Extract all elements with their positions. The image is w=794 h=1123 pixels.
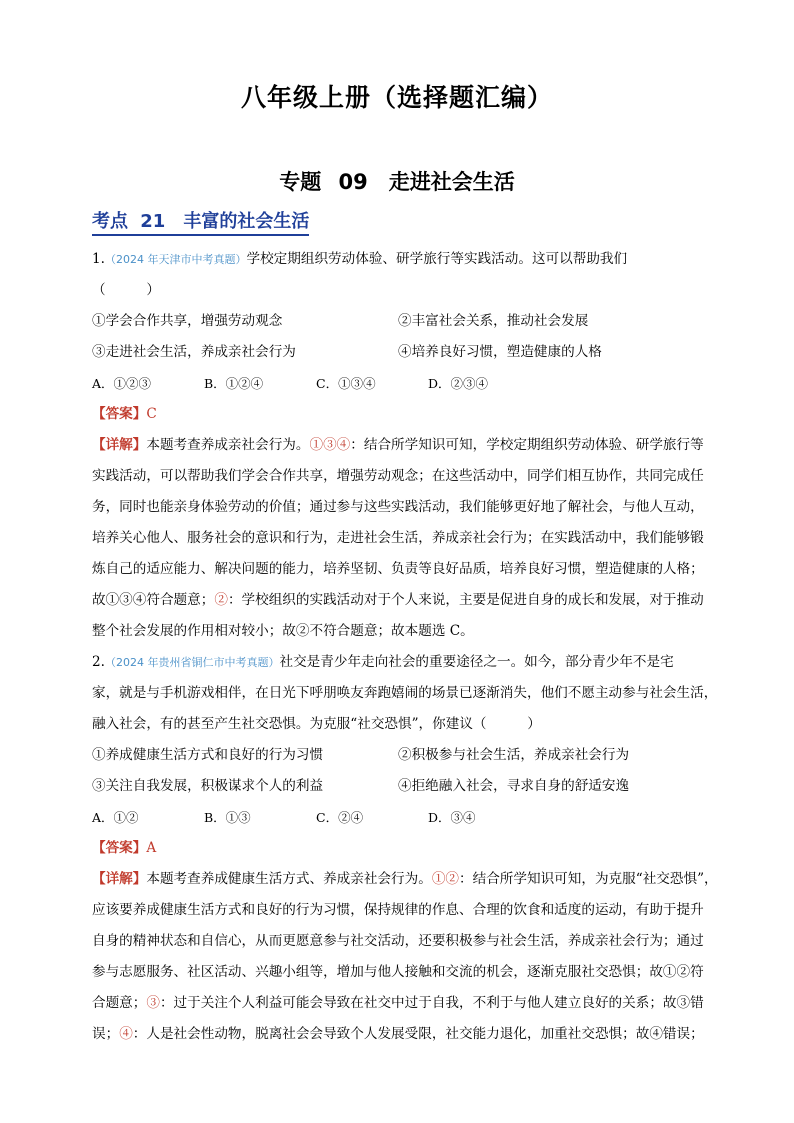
explanation-text: 故①③④符合题意； [92, 592, 215, 608]
explanation-line: 务，同时也能亲身体验劳动的价值；通过参与这些实践活动，我们能够更好地了解社会，与他人互动， [92, 499, 704, 515]
section-heading: 考点 21 丰富的社会生活 [92, 211, 309, 236]
question-1-explanation [92, 430, 716, 647]
explanation-text: 误； [92, 1026, 120, 1042]
explanation-line: 自身的精神状态和自信心，从而更愿意参与社交活动，还要积极参与社会生活，养成亲社会行为；通过 [92, 933, 704, 949]
question-1-stem [92, 244, 716, 275]
explanation-text: 合题意； [92, 995, 147, 1011]
choice-c: C．②④ [316, 810, 364, 825]
question-number: 2. [92, 654, 105, 670]
question-2-choices [92, 802, 716, 833]
explanation-text: ：结合所学知识可知，为克服“社交恐惧”， [459, 871, 718, 887]
question-1-blank: （ ） [92, 282, 160, 298]
page-title: 八年级上册（选择题汇编） [240, 83, 553, 112]
choice-c: C．①③④ [316, 376, 376, 391]
explanation-line: 炼自己的适应能力、解决问题的能力，培养坚韧、负责等良好品质，培养良好习惯，塑造健康的人格； [92, 561, 704, 577]
highlight-option: ④ [119, 1026, 133, 1042]
option-4: ④培养良好习惯，塑造健康的人格 [398, 344, 602, 360]
explanation-label: 【详解】 [92, 871, 147, 887]
content-body [92, 244, 716, 1050]
highlight-option: ①③④ [309, 437, 351, 453]
question-1-answer [92, 399, 716, 430]
question-source: （2024 年天津市中考真题） [104, 253, 247, 266]
stem-text: 社交是青少年走向社会的重要途径之一。如今，部分青少年不是宅 [279, 654, 674, 670]
question-2-options-row1 [92, 740, 716, 771]
option-1: ①学会合作共享，增强劳动观念 [92, 313, 283, 329]
explanation-text: ：人是社会性动物，脱离社会会导致个人发展受限，社交能力退化，加重社交恐惧；故④错误； [132, 1026, 704, 1042]
question-2-stem [92, 647, 716, 678]
option-1: ①养成健康生活方式和良好的行为习惯 [92, 747, 324, 763]
question-1-options-row1 [92, 306, 716, 337]
topic-subtitle: 专题 09 走进社会生活 [279, 170, 515, 194]
explanation-text: ：过于关注个人利益可能会导致在社交中过于自我，不利于与他人建立良好的关系；故③错 [159, 995, 704, 1011]
question-2-options-row2 [92, 771, 716, 802]
answer-value: C [146, 406, 157, 422]
answer-label: 【答案】 [92, 840, 147, 856]
question-1-choices [92, 368, 716, 399]
explanation-line: 整个社会发展的作用相对较小；故②不符合题意；故本题选 C。 [92, 623, 474, 639]
explanation-line: 实践活动，可以帮助我们学会合作共享，增强劳动观念；在这些活动中，同学们相互协作，共同完成任 [92, 468, 704, 484]
question-1-options-row2 [92, 337, 716, 368]
choice-b: B．①②④ [204, 376, 264, 391]
option-4: ④拒绝融入社会，寻求自身的舒适安逸 [398, 778, 630, 794]
question-2-answer [92, 833, 716, 864]
question-number: 1. [92, 251, 105, 267]
choice-b: B．①③ [204, 810, 251, 825]
explanation-line: 应该要养成健康生活方式和良好的行为习惯，保持规律的作息、合理的饮食和适度的运动，有助于提升 [92, 902, 704, 918]
question-2-stem-line: 融入社会，有的甚至产生社交恐惧。为克服“社交恐惧”，你建议（ ） [92, 716, 541, 732]
explanation-text: 本题考查养成亲社会行为。 [146, 437, 310, 453]
answer-label: 【答案】 [92, 406, 147, 422]
option-3: ③关注自我发展，积极谋求个人的利益 [92, 778, 324, 794]
explanation-line: 参与志愿服务、社区活动、兴趣小组等，增加与他人接触和交流的机会，逐渐克服社交恐惧；故①②符 [92, 964, 704, 980]
option-2: ②积极参与社会生活，养成亲社会行为 [398, 747, 630, 763]
option-2: ②丰富社会关系，推动社会发展 [398, 313, 589, 329]
highlight-option: ② [214, 592, 228, 608]
stem-text: 学校定期组织劳动体验、研学旅行等实践活动。这可以帮助我们 [246, 251, 628, 267]
question-2-explanation [92, 864, 716, 1050]
explanation-text: 本题考查养成健康生活方式、养成亲社会行为。 [146, 871, 432, 887]
question-source: （2024 年贵州省铜仁市中考真题） [104, 656, 280, 669]
option-3: ③走进社会生活，养成亲社会行为 [92, 344, 296, 360]
choice-a: A．①②③ [92, 376, 152, 391]
choice-d: D．②③④ [428, 376, 489, 391]
question-2-stem-line: 家，就是与手机游戏相伴，在日光下呼朋唤友奔跑嬉闹的场景已逐渐消失，他们不愿主动参与社会生活， [92, 685, 718, 701]
highlight-option: ③ [146, 995, 160, 1011]
explanation-text: ：结合所学知识可知，学校定期组织劳动体验、研学旅行等 [350, 437, 704, 453]
answer-value: A [146, 840, 157, 856]
highlight-option: ①② [431, 871, 460, 887]
explanation-text: ：学校组织的实践活动对于个人来说，主要是促进自身的成长和发展，对于推动 [227, 592, 704, 608]
choice-d: D．③④ [428, 810, 476, 825]
explanation-label: 【详解】 [92, 437, 147, 453]
choice-a: A．①② [92, 810, 139, 825]
explanation-line: 培养关心他人、服务社会的意识和行为，走进社会生活，养成亲社会行为；在实践活动中，我们能够锻 [92, 530, 704, 546]
